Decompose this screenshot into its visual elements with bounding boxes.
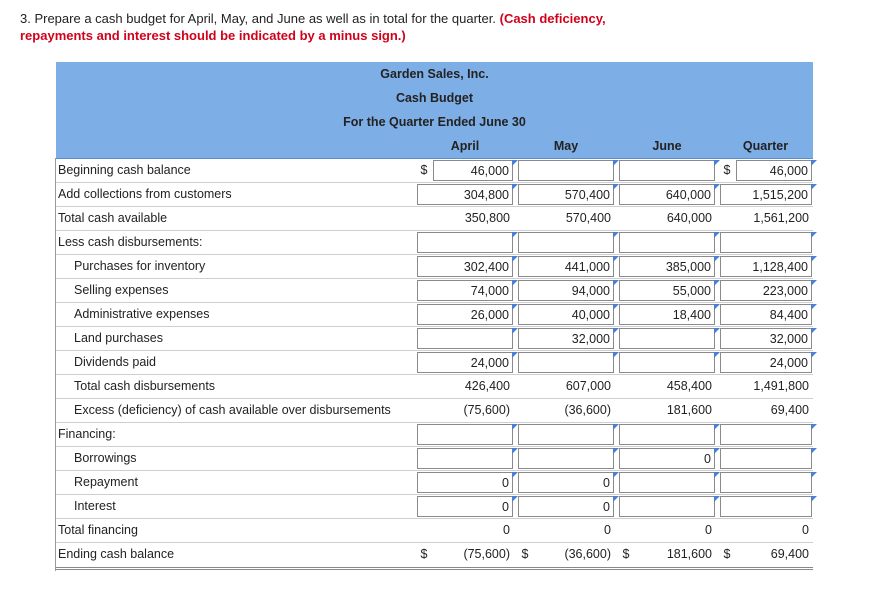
value-cell-june: 0 bbox=[705, 523, 712, 537]
input-cell-june[interactable]: 18,400 bbox=[619, 304, 715, 325]
input-cell-april[interactable]: 46,000 bbox=[433, 160, 513, 181]
input-cell-april[interactable]: 0 bbox=[417, 472, 513, 493]
value-cell-may: 0 bbox=[604, 523, 611, 537]
value-cell-april: (75,600) bbox=[463, 547, 510, 561]
row-label: Total cash available bbox=[58, 211, 168, 225]
column-header-may: May bbox=[516, 134, 616, 158]
dollar-sign: $ bbox=[622, 547, 630, 561]
input-cell-june[interactable]: 55,000 bbox=[619, 280, 715, 301]
input-cell-may[interactable]: 0 bbox=[518, 496, 614, 517]
value-cell-may: 607,000 bbox=[565, 379, 611, 393]
value-cell-may: 570,400 bbox=[565, 211, 611, 225]
value-cell-quarter: 1,491,800 bbox=[753, 379, 809, 393]
value-cell-june: 640,000 bbox=[666, 211, 712, 225]
row-label: Total financing bbox=[58, 523, 138, 537]
column-header-june: June bbox=[617, 134, 717, 158]
value-cell-april: 0 bbox=[503, 523, 510, 537]
input-cell-quarter[interactable]: 223,000 bbox=[720, 280, 812, 301]
value-cell-june: 458,400 bbox=[666, 379, 712, 393]
input-cell-may[interactable]: 40,000 bbox=[518, 304, 614, 325]
row-label: Purchases for inventory bbox=[74, 259, 206, 273]
input-cell-may[interactable] bbox=[518, 448, 614, 469]
input-cell-quarter[interactable] bbox=[720, 472, 812, 493]
input-cell-quarter[interactable]: 1,128,400 bbox=[720, 256, 812, 277]
value-cell-quarter: 1,561,200 bbox=[753, 211, 809, 225]
input-cell-april[interactable]: 302,400 bbox=[417, 256, 513, 277]
dollar-sign: $ bbox=[420, 163, 428, 177]
row-label: Selling expenses bbox=[74, 283, 169, 297]
value-cell-may: (36,600) bbox=[564, 547, 611, 561]
value-cell-quarter: 69,400 bbox=[770, 547, 809, 561]
dollar-sign: $ bbox=[521, 547, 529, 561]
value-cell-april: (75,600) bbox=[463, 403, 510, 417]
question-note-line1: (Cash deficiency, bbox=[499, 11, 606, 26]
input-cell-may[interactable] bbox=[518, 352, 614, 373]
input-cell-may[interactable]: 0 bbox=[518, 472, 614, 493]
input-cell-june[interactable]: 0 bbox=[619, 448, 715, 469]
input-cell-may[interactable] bbox=[518, 232, 614, 253]
input-cell-april[interactable]: 0 bbox=[417, 496, 513, 517]
input-cell-quarter[interactable] bbox=[720, 496, 812, 517]
row-label: Beginning cash balance bbox=[58, 163, 191, 177]
value-cell-june: 181,600 bbox=[666, 547, 712, 561]
input-cell-april[interactable]: 74,000 bbox=[417, 280, 513, 301]
value-cell-april: 350,800 bbox=[464, 211, 510, 225]
input-cell-april[interactable]: 26,000 bbox=[417, 304, 513, 325]
value-cell-quarter: 0 bbox=[802, 523, 809, 537]
row-label: Excess (deficiency) of cash available over disbursements bbox=[74, 403, 391, 417]
input-cell-april[interactable] bbox=[417, 448, 513, 469]
value-cell-may: (36,600) bbox=[564, 403, 611, 417]
input-cell-june[interactable]: 640,000 bbox=[619, 184, 715, 205]
total-underline bbox=[56, 567, 813, 570]
company-name: Garden Sales, Inc. bbox=[56, 62, 813, 87]
input-cell-june[interactable]: 385,000 bbox=[619, 256, 715, 277]
row-label: Land purchases bbox=[74, 331, 163, 345]
dollar-sign: $ bbox=[420, 547, 428, 561]
input-cell-quarter[interactable]: 32,000 bbox=[720, 328, 812, 349]
dollar-sign: $ bbox=[723, 163, 731, 177]
input-cell-june[interactable] bbox=[619, 496, 715, 517]
input-cell-april[interactable] bbox=[417, 424, 513, 445]
input-cell-april[interactable] bbox=[417, 232, 513, 253]
input-cell-may[interactable]: 570,400 bbox=[518, 184, 614, 205]
statement-title: Cash Budget bbox=[56, 86, 813, 111]
row-label: Borrowings bbox=[74, 451, 137, 465]
value-cell-june: 181,600 bbox=[666, 403, 712, 417]
input-cell-june[interactable] bbox=[619, 424, 715, 445]
input-cell-june[interactable] bbox=[619, 328, 715, 349]
input-cell-may[interactable]: 94,000 bbox=[518, 280, 614, 301]
input-cell-may[interactable]: 32,000 bbox=[518, 328, 614, 349]
input-cell-may[interactable]: 441,000 bbox=[518, 256, 614, 277]
dollar-sign: $ bbox=[723, 547, 731, 561]
input-cell-quarter[interactable]: 1,515,200 bbox=[720, 184, 812, 205]
input-cell-quarter[interactable] bbox=[720, 424, 812, 445]
input-cell-june[interactable] bbox=[619, 160, 715, 181]
input-cell-quarter[interactable] bbox=[720, 448, 812, 469]
statement-period: For the Quarter Ended June 30 bbox=[56, 110, 813, 135]
input-cell-quarter[interactable]: 46,000 bbox=[736, 160, 812, 181]
input-cell-june[interactable] bbox=[619, 472, 715, 493]
value-cell-april: 426,400 bbox=[464, 379, 510, 393]
input-cell-june[interactable] bbox=[619, 232, 715, 253]
input-cell-may[interactable] bbox=[518, 160, 614, 181]
column-header-april: April bbox=[415, 134, 515, 158]
input-cell-quarter[interactable]: 84,400 bbox=[720, 304, 812, 325]
row-label: Repayment bbox=[74, 475, 138, 489]
row-label: Interest bbox=[74, 499, 116, 513]
input-cell-june[interactable] bbox=[619, 352, 715, 373]
input-cell-quarter[interactable]: 24,000 bbox=[720, 352, 812, 373]
row-label: Dividends paid bbox=[74, 355, 156, 369]
question-prompt bbox=[20, 10, 860, 44]
input-cell-april[interactable]: 24,000 bbox=[417, 352, 513, 373]
input-cell-quarter[interactable] bbox=[720, 232, 812, 253]
question-note-line2: repayments and interest should be indicated by a minus sign.) bbox=[20, 28, 406, 43]
row-label: Total cash disbursements bbox=[74, 379, 216, 393]
value-cell-quarter: 69,400 bbox=[770, 403, 809, 417]
question-text: 3. Prepare a cash budget for April, May, and June as well as in total for the quarter. bbox=[20, 11, 496, 26]
row-label: Administrative expenses bbox=[74, 307, 210, 321]
input-cell-april[interactable]: 304,800 bbox=[417, 184, 513, 205]
row-label: Add collections from customers bbox=[58, 187, 232, 201]
row-label: Ending cash balance bbox=[58, 547, 175, 561]
row-label: Less cash disbursements: bbox=[58, 235, 203, 249]
column-header-quarter: Quarter bbox=[718, 134, 813, 158]
input-cell-april[interactable] bbox=[417, 328, 513, 349]
input-cell-may[interactable] bbox=[518, 424, 614, 445]
row-label: Financing: bbox=[58, 427, 116, 441]
